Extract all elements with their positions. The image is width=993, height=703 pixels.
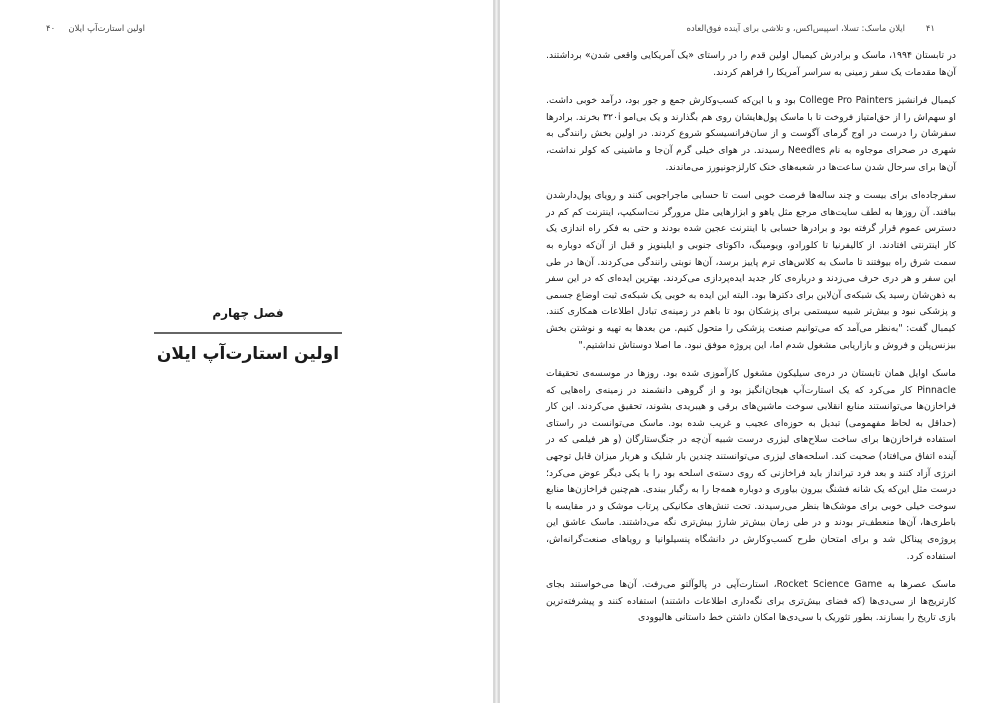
body-text <box>546 48 956 639</box>
chapter-title: اولین استارت‌آپ ایلان <box>156 344 340 364</box>
chapter-divider <box>154 332 342 334</box>
right-page <box>499 0 993 703</box>
right-running-header: ایلان ماسک: تسلا، اسپیس‌اکس، و تلاشی برای آینده فوق‌العاده <box>686 24 905 34</box>
chapter-label: فصل چهارم <box>212 306 284 320</box>
paragraph: در تابستان ۱۹۹۴، ماسک و برادرش کیمبال اولین قدم را در راستای «یک آمریکایی واقعی شدن» برداشتند. آن‌ها مقدمات یک سفر زمینی به سراسر آمریکا را فراهم کردند. <box>546 50 956 78</box>
right-page-number: ۴۱ <box>925 24 935 34</box>
paragraph: ماسک عصرها به Rocket Science Game، استارت‌آپی در پالوآلتو می‌رفت. آن‌ها می‌خواستند بجای کارتریج‌ها از سی‌دی‌ها (که فضای بیش‌تری برای نگه‌داری اطلاعات داشتند) استفاده کنند و پیشرفته‌ترین بازی تاریخ را بسازند. بطور تئوریک با سی‌دی‌ها امکان داشتن خط داستانی هالیوودی <box>546 579 956 624</box>
paragraph: کیمبال فرانشیز College Pro Painters بود و با این‌که کسب‌وکارش جمع و جور بود، درآمد خوبی داشت. او سهم‌اش را از حق‌امتیاز فروخت تا با ماسک پول‌هایشان روی هم بگذارند و یک بی‌امو ۳۲۰i بخرند. برادرها سفرشان را درست در اوج گرمای آگوست و از سان‌فرانسیسکو شروع کردند. در اولین بخش رانندگی به شهری در صحرای موجاوه به نام Needles رسیدند. در هوای خیلی گرم آن‌جا و ماشینی که کولر نداشت، آن‌ها برای سرحال شدن ساعت‌ها در شعبه‌های خنک کارلزجونیورز می‌ماندند. <box>546 95 957 173</box>
paragraph: سفرجاده‌ای برای بیست و چند ساله‌ها فرصت خوبی است تا حسابی ماجراجویی کنند و رویای پول‌دارشدن ببافند. آن روزها به لطف سایت‌های مرجع مثل یاهو و ابزارهایی مثل مرورگر نت‌اسکیپ، اینترنت کم کم در دسترس عموم قرار گرفته بود و برادرها حسابی با اینترنت عجین شده بودند و حتی به فکر راه اندازی یک کار اینترنتی افتادند. از کالیفرنیا تا کلورادو، ویومینگ، داکوتای جنوبی و ایلینویز و قبل از آن‌که دوباره به سمت شرق راه بیوفتند تا ماسک به کلاس‌های ترم پاییز برسد، آن‌ها نوبتی رانندگی می‌کردند. آن‌ها در طی این سفر و هر دری حرف می‌زدند و درباره‌ی کار جدید ایده‌پردازی می‌کردند. بهترین ایده‌ای که در این سفر به ذهن‌شان رسید یک شبکه‌ی آن‌لاین برای دکترها بود. البته این ایده به خوبی یک شبکه‌ی ثبت اوضاع جسمی و پزشکی نبود و بیش‌تر شبیه سیستمی برای پزشکان بود تا باهم در زمینه‌ی تبادل اطلاعات همکاری کنند. کیمبال گفت: "به‌نظر می‌آمد که می‌توانیم صنعت پزشکی را متحول کنیم. من بعدها به تهیه و نوشتن بخش بیزنس‌پلن و فروش و بازاریابی مشغول شدم اما، این پروژه موفق نبود. ما اصلا دوستاش نداشتیم." <box>546 190 956 351</box>
left-page-number: ۴۰ <box>46 24 56 34</box>
left-page <box>0 0 494 703</box>
paragraph: ماسک اوایل همان تابستان در دره‌ی سیلیکون مشغول کارآموزی شده بود. روزها در موسسه‌ی تحقیقات Pinnacle کار می‌کرد که یک استارت‌آپ هیجان‌انگیز بود و از گروهی دانشمند در زمینه‌ی راه‌هایی که فراخازن‌ها می‌توانستند منابع انقلابی سوخت ماشین‌های برقی و هیبریدی بشوند، تحقیق می‌کردند. این کار (حداقل به لحاظ مفهمومی) تبدیل به حوزه‌ای عجیب و غریب شده بود. ماسک می‌توانست در راستای استفاده فراخازن‌ها برای ساخت سلاح‌های لیزری درست شبیه آن‌چه در جنگ‌ستارگان (و هر فیلمی که در آینده اتفاق می‌افتاد) صحبت کند. اسلحه‌های لیزری می‌توانستند چندین بار شلیک و هربار میزان قابل توجهی انرژی آزاد کنند و بعد فرد تیرانداز باید فراخازنی که روی دسته‌ی اسلحه بود را با یکی دیگر عوض می‌کرد؛ درست مثل این‌که یک شانه فشنگ بیرون بیاوری و دوباره همه‌جا را به رگبار ببندی. هم‌چنین فراخازن‌ها منابع سوخت خیلی خوبی برای موشک‌ها بنظر می‌رسیدند. تحت تنش‌های مکانیکی پرتاب موشک و در مقایسه با باطری‌ها، آن‌ها منعطف‌تر بودند و در طی زمان بیش‌تر شارژ بیش‌تری نگه می‌داشتند. ماسک عاشق این پروژه‌ی پیناکل شد و برای امتحان طرح کسب‌وکارش در دانشگاه پنسیلوانیا و رویاهای صنعت‌گرانه‌اش، استفاده کرد. <box>546 368 956 562</box>
left-running-header: اولین استارت‌آپ ایلان <box>68 24 145 34</box>
chapter-opening <box>150 306 346 364</box>
